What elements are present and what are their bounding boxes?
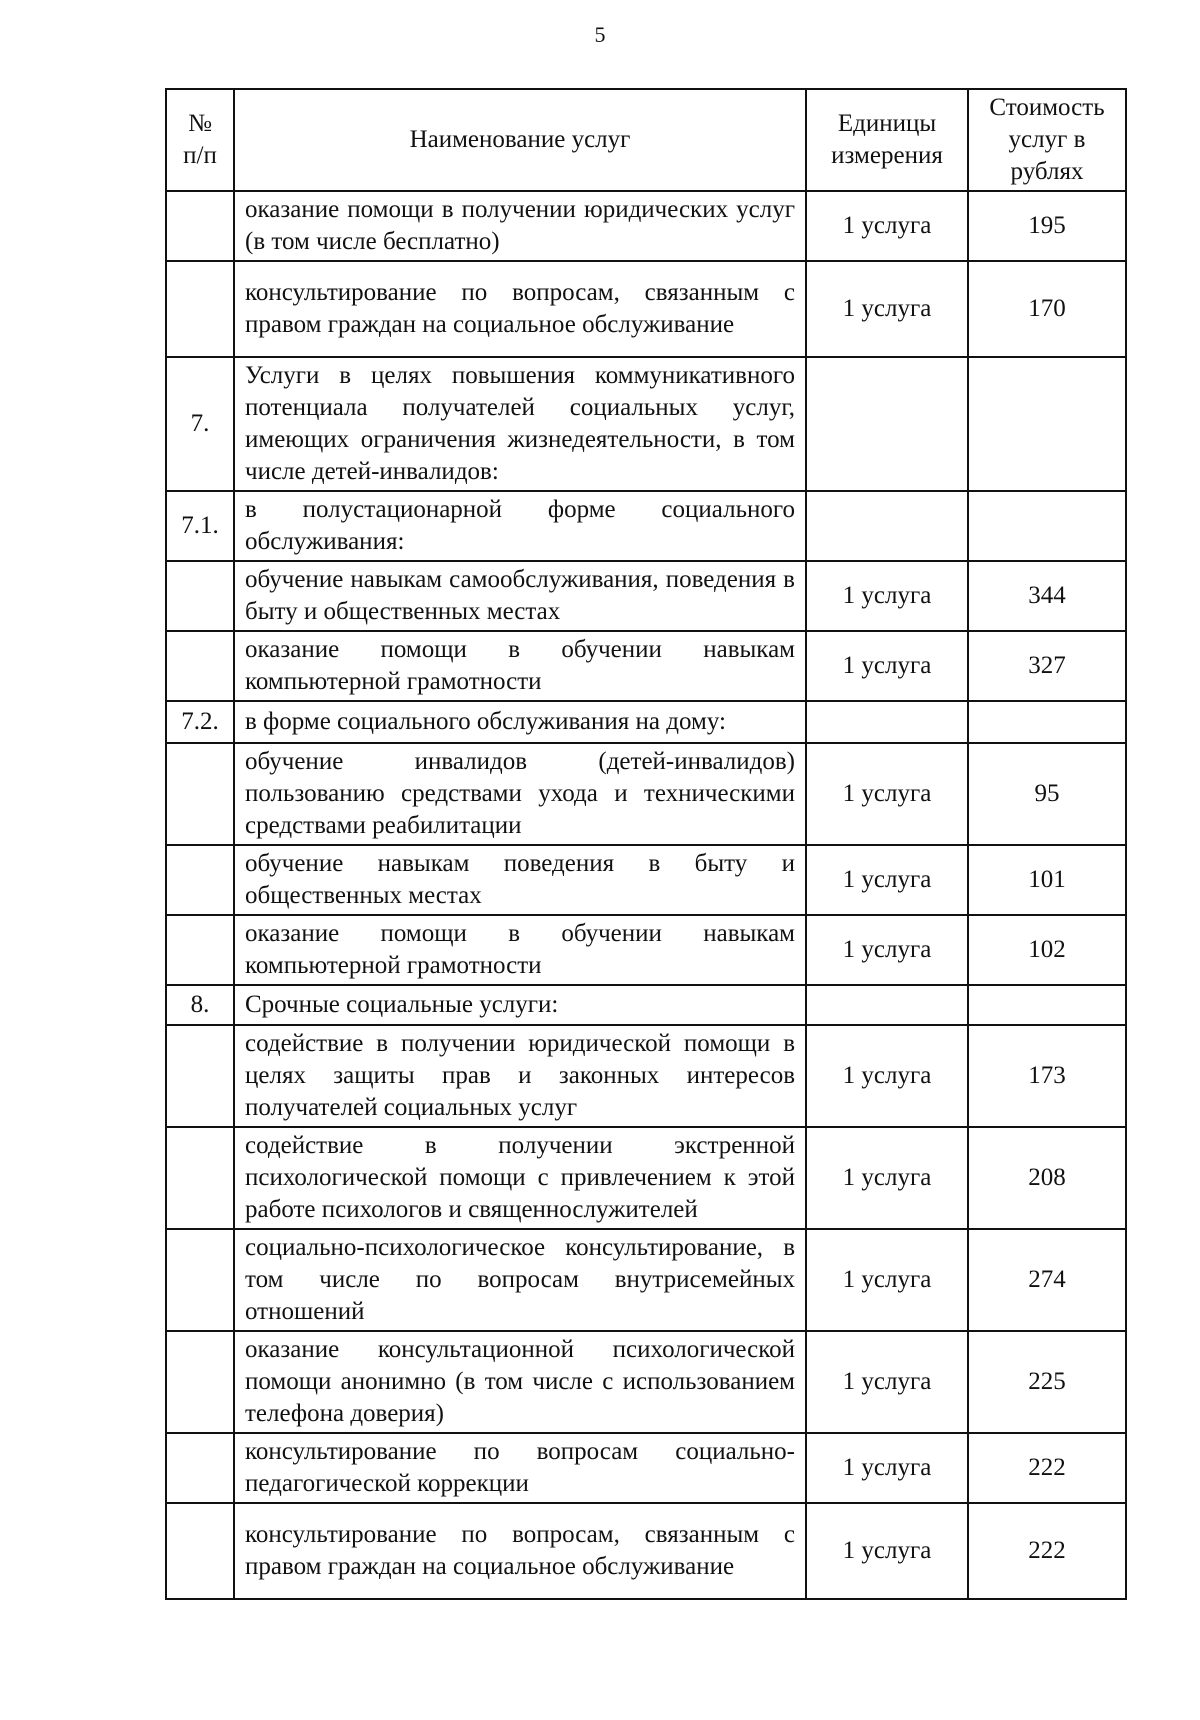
header-unit: Единицы измерения xyxy=(806,89,968,191)
row-price: 222 xyxy=(968,1503,1126,1599)
row-number xyxy=(166,1433,234,1503)
row-unit xyxy=(806,491,968,561)
row-price: 173 xyxy=(968,1025,1126,1127)
row-number: 8. xyxy=(166,985,234,1025)
row-number xyxy=(166,631,234,701)
header-number: № п/п xyxy=(166,89,234,191)
row-unit: 1 услуга xyxy=(806,915,968,985)
row-unit xyxy=(806,357,968,491)
row-unit: 1 услуга xyxy=(806,631,968,701)
row-number xyxy=(166,845,234,915)
row-price xyxy=(968,701,1126,743)
row-service-name: оказание помощи в обучении навыкам компьютерной грамотности xyxy=(234,631,806,701)
services-price-table xyxy=(165,88,1127,1600)
row-number xyxy=(166,261,234,357)
table-row xyxy=(166,1229,1126,1331)
row-price: 208 xyxy=(968,1127,1126,1229)
table-row xyxy=(166,1331,1126,1433)
row-price: 195 xyxy=(968,191,1126,261)
row-service-name: содействие в получении юридической помощи в целях защиты прав и законных интересов получателей социальных услуг xyxy=(234,1025,806,1127)
row-number xyxy=(166,1025,234,1127)
row-number xyxy=(166,1127,234,1229)
row-number xyxy=(166,1503,234,1599)
page-number: 5 xyxy=(594,22,606,47)
row-number xyxy=(166,1229,234,1331)
header-price: Стоимость услуг в рублях xyxy=(968,89,1126,191)
row-unit: 1 услуга xyxy=(806,261,968,357)
row-service-name: содействие в получении экстренной психологической помощи с привлечением к этой работе психологов и священнослужителей xyxy=(234,1127,806,1229)
table-row xyxy=(166,631,1126,701)
row-price: 102 xyxy=(968,915,1126,985)
row-service-name: Срочные социальные услуги: xyxy=(234,985,806,1025)
table-row xyxy=(166,1127,1126,1229)
table-row xyxy=(166,915,1126,985)
table-row xyxy=(166,191,1126,261)
row-unit: 1 услуга xyxy=(806,1433,968,1503)
row-service-name: в полустационарной форме социального обслуживания: xyxy=(234,491,806,561)
row-price: 327 xyxy=(968,631,1126,701)
row-unit xyxy=(806,985,968,1025)
header-service-name: Наименование услуг xyxy=(234,89,806,191)
table-row xyxy=(166,1025,1126,1127)
table-row xyxy=(166,1503,1126,1599)
row-price: 95 xyxy=(968,743,1126,845)
table-row xyxy=(166,261,1126,357)
table-row xyxy=(166,845,1126,915)
row-price xyxy=(968,357,1126,491)
row-price: 344 xyxy=(968,561,1126,631)
subsection-row xyxy=(166,701,1126,743)
row-unit: 1 услуга xyxy=(806,845,968,915)
row-unit: 1 услуга xyxy=(806,1503,968,1599)
table-header-row xyxy=(166,89,1126,191)
table-row xyxy=(166,561,1126,631)
row-price xyxy=(968,985,1126,1025)
row-service-name: консультирование по вопросам, связанным с правом граждан на социальное обслуживание xyxy=(234,1503,806,1599)
section-row xyxy=(166,985,1126,1025)
row-number xyxy=(166,743,234,845)
row-service-name: Услуги в целях повышения коммуникативного потенциала получателей социальных услуг, имеющих ограничения жизнедеятельности, в том числе детей-инвалидов: xyxy=(234,357,806,491)
row-price: 101 xyxy=(968,845,1126,915)
table-row xyxy=(166,1433,1126,1503)
row-price: 222 xyxy=(968,1433,1126,1503)
row-unit: 1 услуга xyxy=(806,1229,968,1331)
row-number: 7.2. xyxy=(166,701,234,743)
row-service-name: в форме социального обслуживания на дому: xyxy=(234,701,806,743)
row-number xyxy=(166,191,234,261)
row-unit: 1 услуга xyxy=(806,561,968,631)
row-number: 7.1. xyxy=(166,491,234,561)
row-unit: 1 услуга xyxy=(806,1331,968,1433)
row-service-name: обучение инвалидов (детей-инвалидов) пользованию средствами ухода и техническими средствами реабилитации xyxy=(234,743,806,845)
row-price: 170 xyxy=(968,261,1126,357)
row-price: 225 xyxy=(968,1331,1126,1433)
row-unit: 1 услуга xyxy=(806,1127,968,1229)
row-number xyxy=(166,1331,234,1433)
row-unit: 1 услуга xyxy=(806,1025,968,1127)
row-unit: 1 услуга xyxy=(806,191,968,261)
row-unit xyxy=(806,701,968,743)
row-service-name: оказание помощи в обучении навыкам компьютерной грамотности xyxy=(234,915,806,985)
row-service-name: социально-психологическое консультирование, в том числе по вопросам внутрисемейных отношений xyxy=(234,1229,806,1331)
row-price xyxy=(968,491,1126,561)
section-row xyxy=(166,357,1126,491)
row-number xyxy=(166,561,234,631)
subsection-row xyxy=(166,491,1126,561)
row-service-name: обучение навыкам самообслуживания, поведения в быту и общественных местах xyxy=(234,561,806,631)
row-service-name: консультирование по вопросам социально-педагогической коррекции xyxy=(234,1433,806,1503)
row-number xyxy=(166,915,234,985)
row-service-name: обучение навыкам поведения в быту и общественных местах xyxy=(234,845,806,915)
row-unit: 1 услуга xyxy=(806,743,968,845)
table-row xyxy=(166,743,1126,845)
row-price: 274 xyxy=(968,1229,1126,1331)
row-service-name: консультирование по вопросам, связанным с правом граждан на социальное обслуживание xyxy=(234,261,806,357)
row-service-name: оказание консультационной психологической помощи анонимно (в том числе с использованием телефона доверия) xyxy=(234,1331,806,1433)
row-service-name: оказание помощи в получении юридических услуг (в том числе бесплатно) xyxy=(234,191,806,261)
row-number: 7. xyxy=(166,357,234,491)
